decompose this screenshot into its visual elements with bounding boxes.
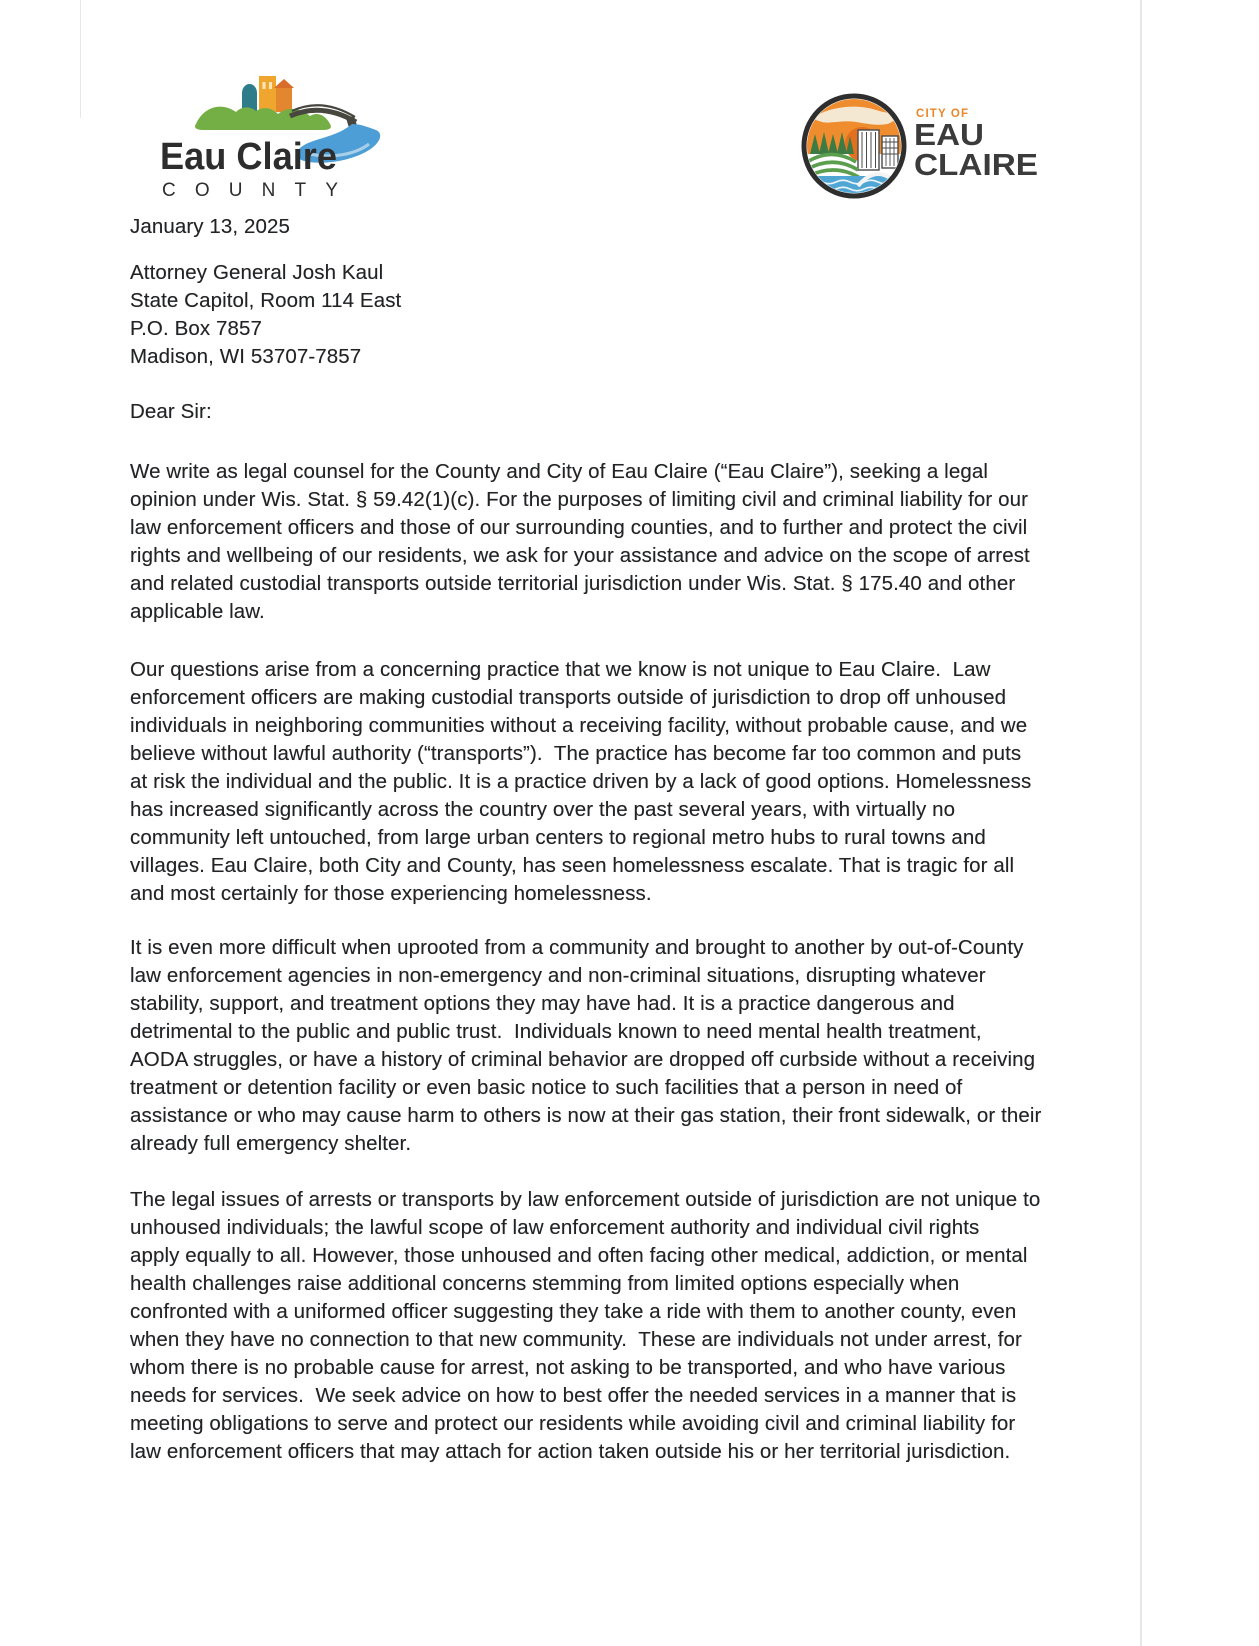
county-logo — [152, 66, 387, 206]
text-line: meeting obligations to serve and protect our residents while avoiding civil and criminal liability for — [130, 1412, 1016, 1435]
text-line: unhoused individuals; the lawful scope of law enforcement authority and individual civil rights — [130, 1216, 980, 1239]
text-line: and related custodial transports outside territorial jurisdiction under Wis. Stat. § 175.40 and other — [130, 572, 1016, 595]
text-line: health challenges raise additional concerns stemming from limited options especially when — [130, 1272, 960, 1295]
text-line: law enforcement officers that may attach for action taken outside his or her territorial jurisdiction. — [130, 1440, 1011, 1463]
text-line: treatment or detention facility or even basic notice to such facilities that a person in need of — [130, 1076, 963, 1099]
text-line: opinion under Wis. Stat. § 59.42(1)(c). For the purposes of limiting civil and criminal liability for our — [130, 488, 1029, 511]
county-logo-house-icon — [276, 88, 292, 112]
text-line: detrimental to the public and public trust. Individuals known to need mental health treatment, — [130, 1020, 982, 1043]
text-line: State Capitol, Room 114 East — [130, 289, 402, 312]
text-line: It is even more difficult when uprooted from a community and brought to another by out-of-County — [130, 936, 1024, 959]
text-line: applicable law. — [130, 600, 265, 623]
paragraph-3 — [130, 934, 1041, 1158]
county-logo-building-icon — [259, 76, 276, 112]
text-line: at risk the individual and the public. It is a practice driven by a lack of good options. Homelessness — [130, 770, 1032, 793]
text-line: apply equally to all. However, those unhoused and often facing other medical, addiction, or mental — [130, 1244, 1028, 1267]
text-line: The legal issues of arrests or transports by law enforcement outside of jurisdiction are not unique to — [130, 1188, 1041, 1211]
paragraph-2 — [130, 656, 1031, 908]
text-line: P.O. Box 7857 — [130, 317, 262, 340]
text-line: confronted with a uniformed officer suggesting they take a ride with them to another county, even — [130, 1300, 1017, 1323]
city-logo-buildings-icon — [858, 130, 898, 170]
text-line: We write as legal counsel for the County and City of Eau Claire (“Eau Claire”), seeking a legal — [130, 460, 988, 483]
text-line: Madison, WI 53707-7857 — [130, 345, 362, 368]
city-logo-line2: CLAIRE — [914, 147, 1038, 182]
text-line: stability, support, and treatment options they may have had. It is a practice dangerous and — [130, 992, 955, 1015]
text-line: villages. Eau Claire, both City and County, has seen homelessness escalate. That is tragic for all — [130, 854, 1015, 877]
text-line: whom there is no probable cause for arrest, not asking to be transported, and who have various — [130, 1356, 1006, 1379]
text-line: individuals in neighboring communities without a receiving facility, without probable cause, and we — [130, 714, 1028, 737]
city-logo-tagline: CITY OF — [916, 108, 968, 120]
text-line: enforcement officers are making custodial transports outside of jurisdiction to drop off unhoused — [130, 686, 1007, 709]
text-line: law enforcement officers and those of our surrounding counties, and to further and protect the civil — [130, 516, 1028, 539]
text-line: already full emergency shelter. — [130, 1132, 412, 1155]
text-line: believe without lawful authority (“transports”). The practice has become far too common and puts — [130, 742, 1022, 765]
text-line: needs for services. We seek advice on how to best offer the needed services in a manner that is — [130, 1384, 1017, 1407]
city-logo-line1: EAU — [914, 117, 984, 152]
text-line: Our questions arise from a concerning practice that we know is not unique to Eau Claire. Law — [130, 658, 991, 681]
salutation: Dear Sir: — [130, 400, 212, 423]
county-logo-title: Eau Claire — [160, 136, 337, 178]
text-line: law enforcement agencies in non-emergency and non-criminal situations, disrupting whatever — [130, 964, 986, 987]
scan-edge-seam — [1140, 0, 1142, 1646]
text-line: has increased significantly across the country over the past several years, with virtually no — [130, 798, 956, 821]
paragraph-1 — [130, 458, 1030, 626]
text-line: and most certainly for those experiencing homelessness. — [130, 882, 652, 905]
county-logo-subtitle: COUNTY — [162, 180, 338, 201]
text-line: rights and wellbeing of our residents, we ask for your assistance and advice on the scope of arrest — [130, 544, 1030, 567]
city-logo — [798, 92, 1048, 204]
recipient-address — [130, 259, 401, 371]
text-line: community left untouched, from large urban centers to regional metro hubs to rural towns and — [130, 826, 986, 849]
text-line: when they have no connection to that new community. These are individuals not under arrest, for — [130, 1328, 1022, 1351]
text-line: AODA struggles, or have a history of criminal behavior are dropped off curbside without a receiving — [130, 1048, 1036, 1071]
paragraph-4 — [130, 1186, 1040, 1466]
letter-date: January 13, 2025 — [130, 215, 291, 238]
county-logo-roof-icon — [274, 79, 294, 88]
text-line: Attorney General Josh Kaul — [130, 261, 384, 284]
scan-crease — [80, 0, 81, 118]
text-line: assistance or who may cause harm to others is now at their gas station, their front sidewalk, or their — [130, 1104, 1042, 1127]
